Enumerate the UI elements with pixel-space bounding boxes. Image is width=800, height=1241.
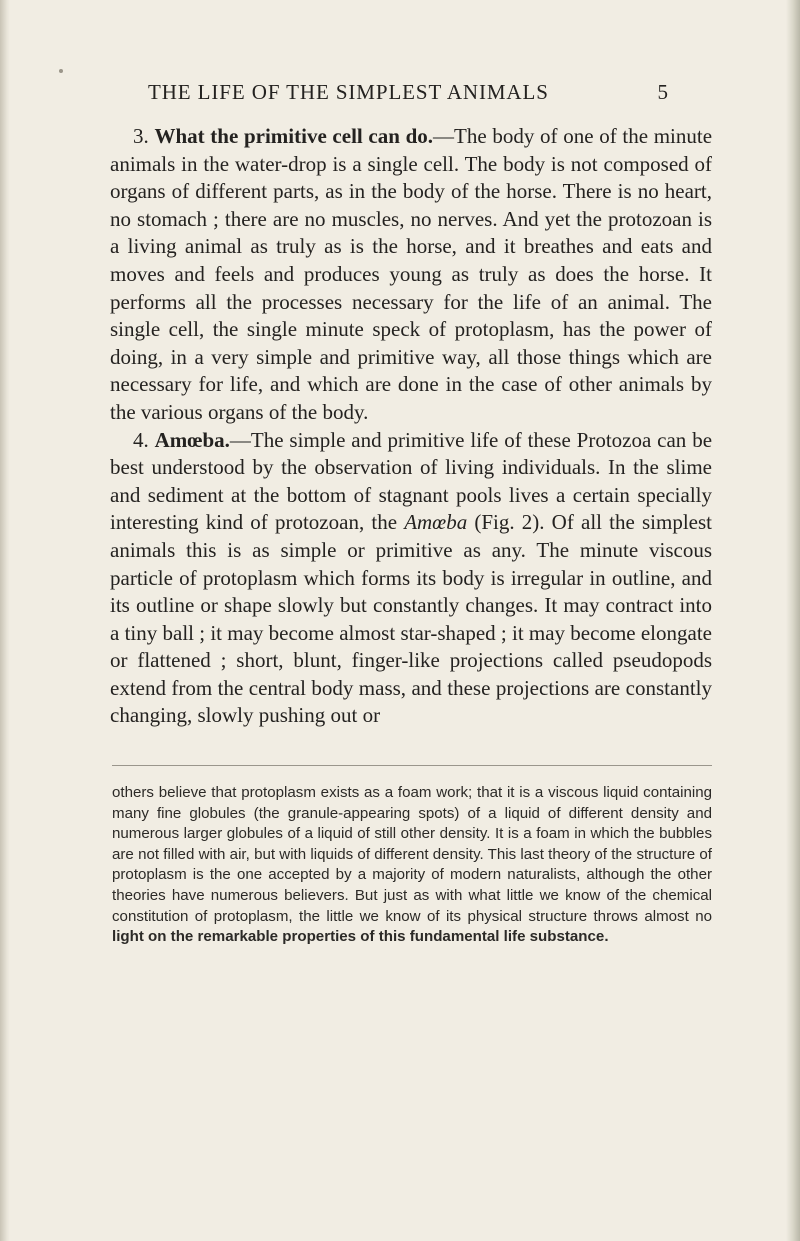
section-title: What the primitive cell can do.: [154, 124, 434, 148]
section-title: Amœba.: [154, 427, 230, 452]
page-edge-right: [786, 0, 800, 1241]
paragraph-text: —The simple and primitive life of these Protozoa can be best understood by the observation of living individuals. In the slime and sediment at the bottom of stagnant pools lives a certain specially interesting kind of protozoan, the: [110, 427, 713, 535]
page-edge-left: [0, 0, 10, 1241]
running-head: [148, 80, 668, 110]
genus-name: Amœba: [404, 510, 468, 535]
footnote-last-line: light on the remarkable properties of this fundamental life substance.: [112, 928, 609, 946]
section-number: 4.: [133, 427, 149, 452]
footnote-text: others believe that protoplasm exists as a foam work; that it is a viscous liquid containing many fine globules (the granule-appearing spots) of a liquid of different density and numerous larger globules of a liquid of still other density. It is a foam in which the bubbles are not filled with air, but with liquids of different density. This last theory of the structure of protoplasm is the one accepted by a majority of modern naturalists, although the other theories have numerous believers. But just as with what little we know of the chemical constitution of protoplasm, the little we know of its physical structure throws almost no: [112, 784, 712, 925]
footnote: [112, 783, 712, 948]
body-text: [110, 123, 712, 730]
footnote-divider: [112, 765, 712, 766]
paper-speck: [59, 69, 63, 73]
section-number: 3.: [133, 124, 149, 148]
page-number: 5: [657, 80, 668, 104]
paragraph-3: [110, 123, 712, 427]
paragraph-text: (Fig. 2). Of all the simplest animals this is as simple or primitive as any. The minute viscous particle of protoplasm which forms its body is irregular in outline, and its outline or shape slowly but constantly changes. It may contract into a tiny ball ; it may become almost star-shaped ; it may become elongate or flattened ; short, blunt, finger-like projections called pseudopods extend from the central body mass, and these projections are constantly changing, slowly pushing out or: [110, 510, 712, 728]
running-head-title: THE LIFE OF THE SIMPLEST ANIMALS: [148, 80, 549, 104]
paragraph-4: [110, 427, 712, 731]
paragraph-text: —The body of one of the minute animals in the water-drop is a single cell. The body is not composed of organs of different parts, as in the body of the horse. There is no heart, no stomach ; there are no muscles, no nerves. And yet the protozoan is a living animal as truly as is the horse, and it breathes and eats and moves and feels and produces young as truly as does the horse. It performs all the processes necessary for the life of an animal. The single cell, the single minute speck of protoplasm, has the power of doing, in a very simple and primitive way, all those things which are necessary for life, and which are done in the case of other animals by the various organs of the body.: [110, 124, 713, 424]
